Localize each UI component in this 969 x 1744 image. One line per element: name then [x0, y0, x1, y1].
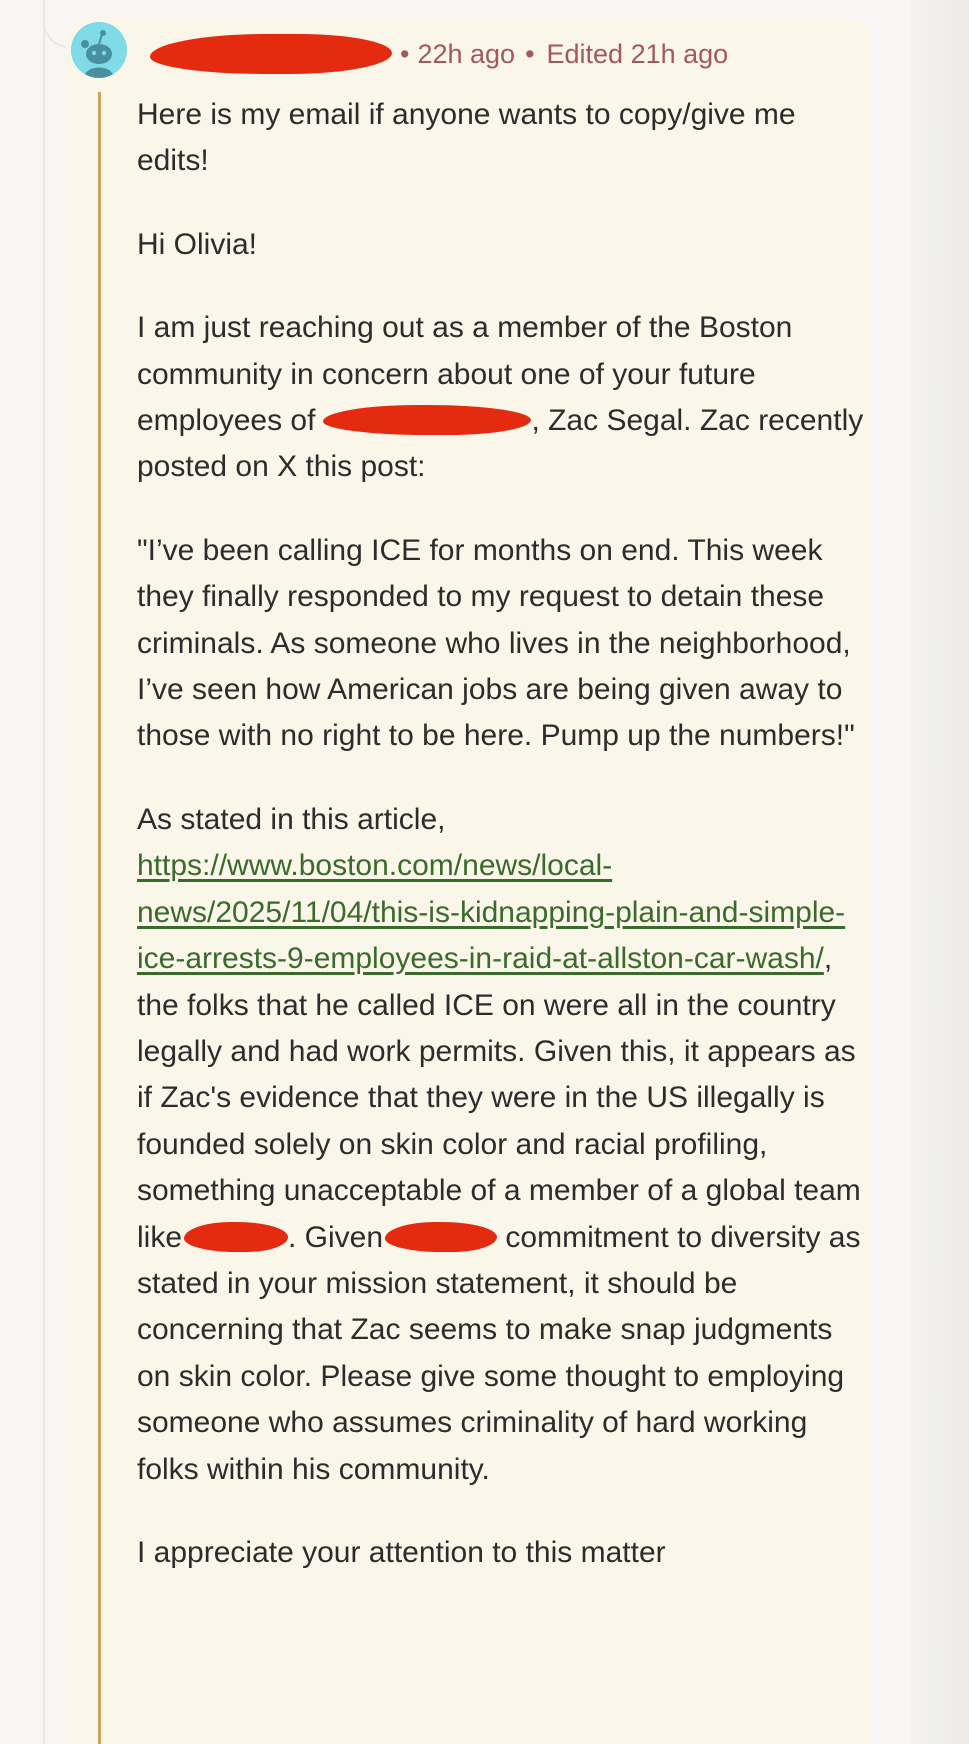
comment-thread-line[interactable]: [98, 92, 101, 1744]
article-text-given: . Given: [288, 1220, 384, 1254]
redacted-company: [184, 1222, 288, 1252]
meta-separator: •: [525, 38, 535, 69]
concern-paragraph: [137, 305, 867, 491]
comment-meta: [150, 34, 738, 74]
quote-paragraph: "I’ve been calling ICE for months on end. This week they finally responded to my request to detain these criminals. As someone who lives in the neighborhood, I’ve seen how American jobs are being given away to those with no right to be here. Pump up the numbers!": [137, 533, 855, 753]
post-time: 22h ago: [417, 38, 516, 69]
intro-paragraph: Here is my email if anyone wants to copy/give me edits!: [137, 98, 796, 178]
article-paragraph: [137, 797, 867, 1493]
concern-text-end: , Zac Segal. Zac recently posted on X this post:: [137, 404, 864, 484]
comment-body: [137, 92, 867, 1613]
edited-time: Edited 21h ago: [546, 38, 729, 69]
concern-text-start: I am just reaching out as a member of the Boston community in concern about one of your future employees of: [137, 311, 793, 438]
article-text-start: As stated in this article,: [137, 802, 446, 836]
right-edge-shade: [911, 0, 969, 1744]
redacted-username: [150, 34, 392, 74]
article-text-middle: , the folks that he called ICE on were all in the country legally and had work permits. Given this, it appears as if Zac's evidence that they were in the US illegally is founded solely on skin color and racial profiling, something unacceptable of a member of a global team like: [137, 942, 861, 1254]
meta-separator: •: [400, 38, 410, 69]
redacted-company: [323, 405, 531, 435]
greeting-paragraph: Hi Olivia!: [137, 227, 258, 261]
snoo-avatar-icon[interactable]: [71, 22, 127, 78]
snoo-avatar-graphic: [71, 22, 127, 78]
redacted-company: [385, 1222, 497, 1252]
article-text-end: commitment to diversity as stated in your mission statement, it should be concerning that Zac seems to make snap judgments on skin color. Please give some thought to employing someone who assumes criminality of hard working folks within his community.: [137, 1220, 861, 1486]
closing-paragraph: I appreciate your attention to this matter: [137, 1535, 666, 1569]
article-link[interactable]: https://www.boston.com/news/local-news/2025/11/04/this-is-kidnapping-plain-and-simple-ice-arrests-9-employees-in-raid-at-allston-car-wash/: [137, 849, 846, 976]
parent-thread-line: [43, 0, 45, 1744]
